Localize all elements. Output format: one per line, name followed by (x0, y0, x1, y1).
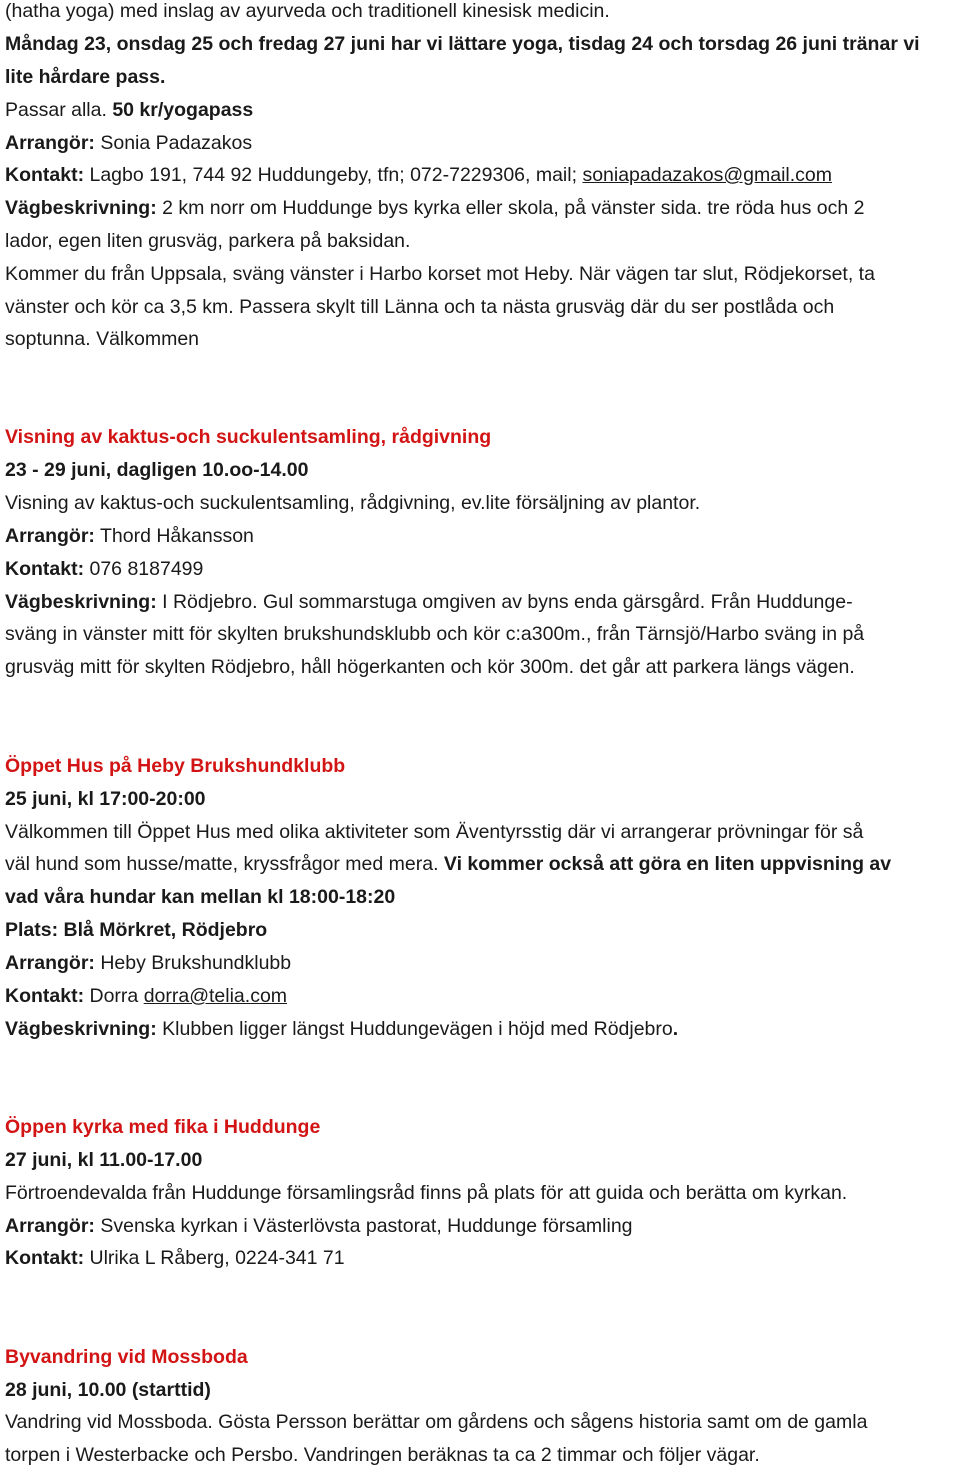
kyrka-date: 27 juni, kl 11.00-17.00 (5, 1149, 203, 1171)
yoga-schedule: Måndag 23, onsdag 25 och fredag 27 juni har vi lättare yoga, tisdag 24 och torsdag 26 juni tränar vi (5, 33, 920, 55)
brukshund-email-link[interactable]: dorra@telia.com (143, 985, 288, 1007)
byvandring-description: Vandring vid Mossboda. Gösta Persson berättar om gårdens och sågens historia samt om de gamla (5, 1411, 868, 1433)
byvandring-title: Byvandring vid Mossboda (5, 1346, 248, 1368)
kaktus-directions: Vägbeskrivning: I Rödjebro. Gul sommarstuga omgiven av byns enda gärsgård. Från Huddunge- (5, 591, 853, 613)
yoga-directions-2: lador, egen liten grusväg, parkera på baksidan. (5, 230, 411, 252)
yoga-contact: Kontakt: Lagbo 191, 744 92 Huddungeby, tfn; 072-7229306, mail; soniapadazakos@gmail.com (5, 164, 833, 186)
kaktus-organizer: Arrangör: Thord Håkansson (5, 525, 254, 547)
yoga-email-link[interactable]: soniapadazakos@gmail.com (582, 164, 833, 186)
brukshund-contact: Kontakt: Dorra dorra@telia.com (5, 985, 288, 1007)
yoga-directions-3: Kommer du från Uppsala, sväng vänster i Harbo korset mot Heby. När vägen tar slut, Rödjekorset, ta (5, 263, 875, 285)
kaktus-directions-2: sväng in vänster mitt för skylten brukshundsklubb och kör c:a300m., från Tärnsjö/Harbo sväng in på (5, 623, 865, 645)
brukshund-description-2: väl hund som husse/matte, kryssfrågor med mera. Vi kommer också att göra en liten uppvisning av (5, 853, 892, 875)
kaktus-contact: Kontakt: 076 8187499 (5, 558, 204, 580)
byvandring-description-2: torpen i Westerbacke och Persbo. Vandringen beräknas ta ca 2 timmar och följer vägar. (5, 1444, 760, 1466)
kyrka-description: Förtroendevalda från Huddunge församlingsråd finns på plats för att guida och berätta om kyrkan. (5, 1182, 848, 1204)
yoga-organizer: Arrangör: Sonia Padazakos (5, 132, 253, 154)
yoga-directions-4: vänster och kör ca 3,5 km. Passera skylt till Länna och ta nästa grusväg där du ser postlåda och (5, 296, 835, 318)
kaktus-directions-3: grusväg mitt för skylten Rödjebro, håll högerkanten och kör 300m. det går att parkera längs vägen. (5, 656, 855, 678)
yoga-directions: Vägbeskrivning: 2 km norr om Huddunge bys kyrka eller skola, på vänster sida. tre röda hus och 2 (5, 197, 865, 219)
kyrka-contact: Kontakt: Ulrika L Råberg, 0224-341 71 (5, 1247, 345, 1269)
yoga-directions-5: soptunna. Välkommen (5, 328, 200, 350)
kyrka-title: Öppen kyrka med fika i Huddunge (5, 1116, 321, 1138)
brukshund-description-3: vad våra hundar kan mellan kl 18:00-18:20 (5, 886, 396, 908)
kaktus-title: Visning av kaktus-och suckulentsamling, rådgivning (5, 426, 492, 448)
yoga-price: Passar alla. 50 kr/yogapass (5, 99, 254, 121)
brukshund-organizer: Arrangör: Heby Brukshundklubb (5, 952, 292, 974)
brukshund-description: Välkommen till Öppet Hus med olika aktiviteter som Äventyrsstig där vi arrangerar prövningar för så (5, 821, 864, 843)
yoga-schedule-cont: lite hårdare pass. (5, 66, 166, 88)
kaktus-date: 23 - 29 juni, dagligen 10.oo-14.00 (5, 459, 309, 481)
byvandring-date: 28 juni, 10.00 (starttid) (5, 1379, 211, 1401)
kaktus-description: Visning av kaktus-och suckulentsamling, rådgivning, ev.lite försäljning av plantor. (5, 492, 701, 514)
kyrka-organizer: Arrangör: Svenska kyrkan i Västerlövsta pastorat, Huddunge församling (5, 1215, 633, 1237)
brukshund-title: Öppet Hus på Heby Brukshundklubb (5, 755, 346, 777)
yoga-intro-tail: (hatha yoga) med inslag av ayurveda och traditionell kinesisk medicin. (5, 0, 610, 22)
brukshund-directions: Vägbeskrivning: Klubben ligger längst Huddungevägen i höjd med Rödjebro. (5, 1018, 679, 1040)
brukshund-place: Plats: Blå Mörkret, Rödjebro (5, 919, 268, 941)
brukshund-date: 25 juni, kl 17:00-20:00 (5, 788, 206, 810)
